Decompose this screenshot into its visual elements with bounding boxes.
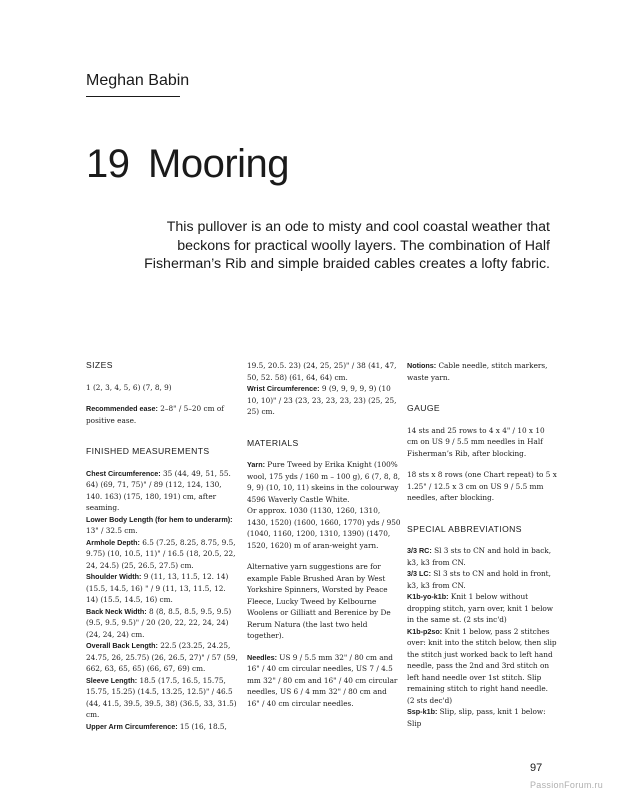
- ease-text: [86, 403, 238, 426]
- column-materials: [247, 360, 401, 719]
- author-name: Meghan Babin: [86, 72, 190, 89]
- abbreviation-value: Knit 1 below, pass 2 stitches over: knit into the stitch below, then slip the stitch just worked back to left hand needle, pass the 2nd and 3rd stitch on left hand needle over 1st stitch. Slip remaining stitch to right hand needle. (2 sts dec'd): [407, 626, 557, 705]
- yarn-text: [247, 459, 401, 505]
- needles-label: Needles:: [247, 652, 277, 662]
- materials-heading: MATERIALS: [247, 437, 299, 448]
- needles-value: US 9 / 5.5 mm 32" / 80 cm and 16" / 40 cm circular needles, US 7 / 4.5 mm 32" / 80 cm and 16" / 40 cm circular needles, US 6 / 4 mm 32" / 80 cm and 16" / 40 cm circular needles.: [247, 652, 398, 708]
- yarn-value: Pure Tweed by Erika Knight (100% wool, 175 yds / 160 m – 100 g), 6 (7, 8, 8, 9, 9) (10, 10, 11) skeins in the colourway 4596 Waverly Castle White.: [247, 460, 401, 504]
- abbreviation-label: K1b-p2so:: [407, 626, 443, 636]
- measurement-label: Armhole Depth:: [86, 537, 140, 547]
- intro-line: Fisherman’s Rib and simple braided cables creates a lofty fabric.: [144, 256, 550, 272]
- gauge-heading: GAUGE: [407, 403, 441, 413]
- measurement-item: [86, 571, 238, 606]
- abbreviation-label: 3/3 LC:: [407, 569, 431, 578]
- measurement-value: 13" / 32.5 cm.: [86, 526, 138, 535]
- special-abbreviations-heading: SPECIAL ABBREVIATIONS: [407, 523, 522, 534]
- abbreviation-value: Sl 3 sts to CN and hold in back, k3, k3 from CN.: [407, 546, 552, 567]
- measurement-label: Sleeve Length:: [86, 675, 138, 685]
- gauge-text: 18 sts x 8 rows (one Chart repeat) to 5 x 1.25" / 12.5 x 3 cm on US 9 / 5.5 mm needles, after blocking.: [407, 470, 557, 502]
- wrist-label: Wrist Circumference:: [247, 384, 320, 393]
- upper-arm-continuation: 19.5, 20.5. 23) (24, 25, 25)" / 38 (41, 47, 50, 52. 58) (61, 64, 64) cm.: [247, 361, 397, 382]
- abbreviation-item: [407, 626, 557, 707]
- ease-value: 2–8" / 5–20 cm of positive ease.: [86, 404, 224, 425]
- measurement-item: [86, 675, 238, 721]
- abbreviation-label: Ssp-k1b:: [407, 707, 438, 716]
- measurement-item: [86, 640, 238, 675]
- measurement-label: Back Neck Width:: [86, 606, 147, 616]
- abbreviation-label: K1b-yo-k1b:: [407, 592, 449, 601]
- measurement-item: [86, 721, 238, 733]
- notions-text: [407, 360, 557, 383]
- measurement-value: 9 (11, 13, 11.5, 12. 14) (15.5, 14.5, 16) " / 9 (11, 13, 11.5, 12. 14) (15.5, 14.5, 16) cm.: [86, 572, 229, 604]
- page-number: 97: [530, 762, 543, 774]
- watermark: PassionForum.ru: [530, 780, 604, 790]
- measurement-value: 35 (44, 49, 51, 55. 64) (69, 71, 75)" / 89 (112, 124, 130, 140. 163) (175, 180, 191) cm, after seaming.: [86, 468, 231, 512]
- column-sizes: [86, 360, 238, 732]
- wrist-text: [247, 383, 401, 418]
- intro-line: beckons for practical woolly layers. The combination of Half: [177, 237, 550, 254]
- abbreviation-item: [407, 545, 557, 568]
- abbreviation-value: Slip, slip, pass, knit 1 below: Slip: [407, 707, 546, 728]
- wrist-value: 9 (9, 9, 9, 9, 9) (10 10, 10)" / 23 (23, 23, 23, 23, 23) (25, 25, 25) cm.: [247, 384, 397, 416]
- intro-paragraph: [130, 218, 550, 274]
- measurement-label: Upper Arm Circumference:: [86, 721, 178, 731]
- measurement-value: 22.5 (23.25, 24.25, 24.75, 26, 25.75) (26, 26.5, 27)" / 57 (59, 662, 63, 65, 65) (66, 67, 69) cm.: [86, 641, 238, 673]
- sizes-text: 1 (2, 3, 4, 5, 6) (7, 8, 9): [86, 382, 172, 392]
- yarn-alternative-amount: Or approx. 1030 (1130, 1260, 1310, 1430, 1520) (1600, 1660, 1770) yds / 950 (1040, 1160, 1200, 1310, 1390) (1470, 1520, 1620) m of aran-weight yarn.: [247, 506, 401, 550]
- sizes-heading: SIZES: [86, 360, 113, 370]
- measurement-label: Lower Body Length (for hem to underarm):: [86, 514, 233, 524]
- abbreviation-item: [407, 591, 557, 626]
- measurement-value: 18.5 (17.5, 16.5, 15.75, 15.75, 15.25) (14.5, 13.25, 12.5)" / 46.5 (44, 41.5, 39.5, 39.5, 38) (36.5, 33, 31.5) cm.: [86, 675, 237, 719]
- alternative-yarns: Alternative yarn suggestions are for example Fable Brushed Aran by West Yorkshire Spinners, Worsted by Peace Fleece, Lucky Tweed by Kelbourne Woolens or Gilliatt and Berenice by De Rerum Natura (the last two held together).: [247, 562, 391, 640]
- notions-value: Cable needle, stitch markers, waste yarn.: [407, 361, 548, 382]
- measurement-value: 8 (8, 8.5, 8.5, 9.5, 9.5) (9.5, 9.5, 9.5)" / 20 (20, 22, 22, 24, 24) (24, 24, 24) cm.: [86, 606, 232, 639]
- measurement-item: [86, 514, 238, 537]
- needles-text: [247, 652, 401, 710]
- measurement-item: [86, 537, 238, 572]
- ease-label: Recommended ease:: [86, 404, 158, 413]
- intro-line: This pullover is an ode to misty and cool coastal weather that: [166, 219, 550, 235]
- abbreviation-item: [407, 706, 557, 729]
- measurement-item: [86, 606, 238, 641]
- author-rule: [86, 96, 180, 97]
- measurement-value: 15 (16, 18.5,: [177, 721, 227, 731]
- abbreviation-label: 3/3 RC:: [407, 546, 432, 555]
- notions-label: Notions:: [407, 361, 437, 370]
- abbreviation-item: [407, 568, 557, 591]
- pattern-number: 19: [86, 142, 130, 186]
- measurement-item: [86, 468, 238, 514]
- gauge-text: 14 sts and 25 rows to 4 x 4" / 10 x 10 cm on US 9 / 5.5 mm needles in Half Fisherman’s Rib, after blocking.: [407, 425, 545, 458]
- yarn-label: Yarn:: [247, 460, 265, 469]
- pattern-title: [86, 142, 289, 187]
- abbreviation-value: Sl 3 sts to CN and hold in front, k3, k3 from CN.: [407, 569, 551, 590]
- pattern-name: Mooring: [148, 142, 290, 186]
- measurement-label: Shoulder Width:: [86, 572, 142, 581]
- measurement-label: Overall Back Length:: [86, 641, 158, 650]
- abbreviation-value: Knit 1 below without dropping stitch, yarn over, knit 1 below in the same st. (2 sts inc'd): [407, 592, 554, 624]
- measurement-value: 6.5 (7.25, 8.25, 8.75, 9.5, 9.75) (10, 10.5, 11)" / 16.5 (18, 20.5, 22, 24, 24.5) (25, 26.5, 27.5) cm.: [86, 537, 236, 570]
- measurement-label: Chest Circumference:: [86, 468, 161, 478]
- column-gauge: [407, 360, 557, 729]
- finished-measurements-heading: FINISHED MEASUREMENTS: [86, 446, 210, 456]
